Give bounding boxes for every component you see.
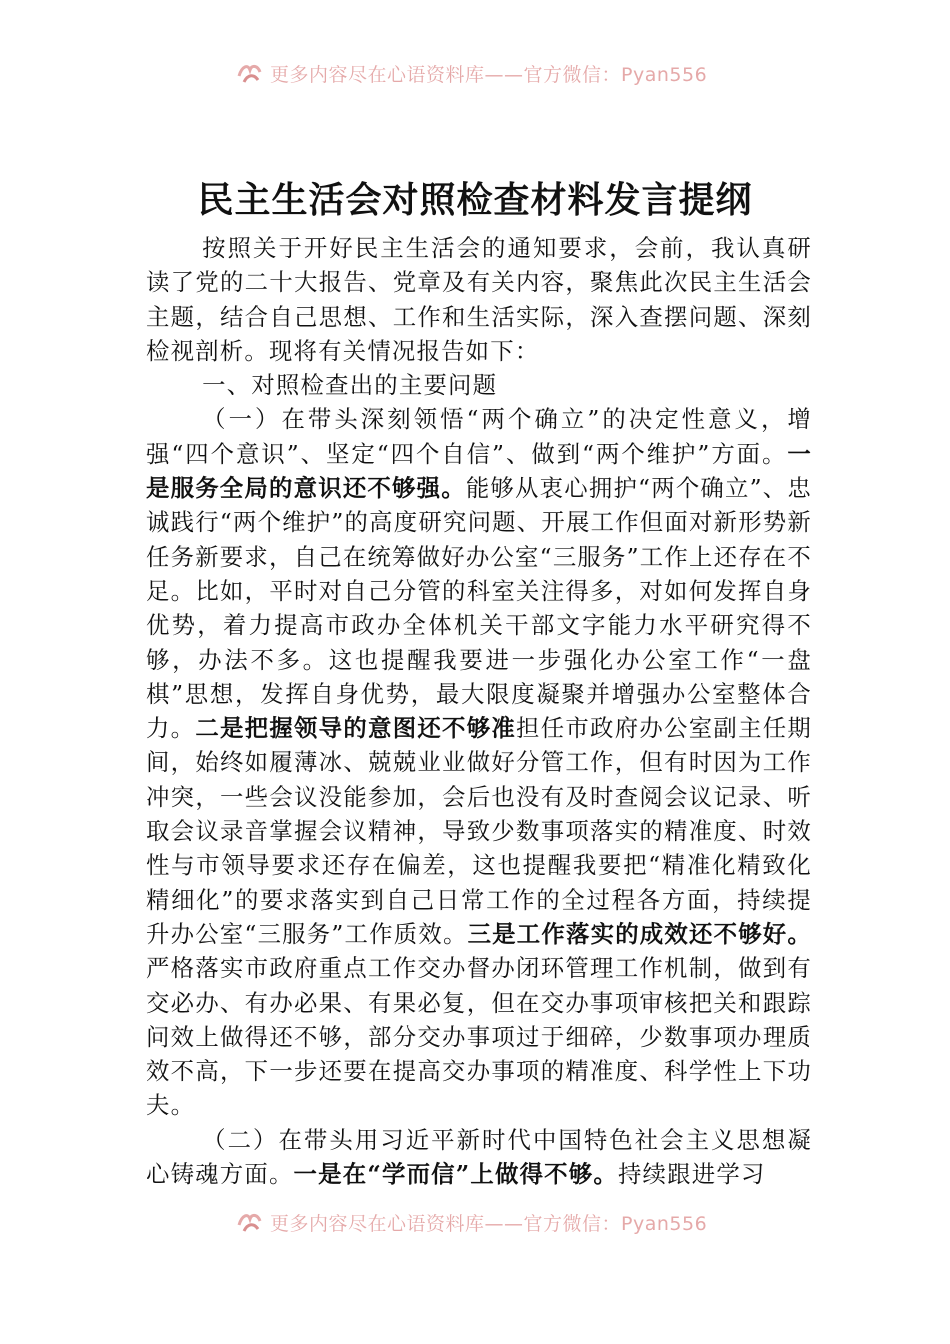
point-3-heading: 三是工作落实的成效还不够好。	[467, 919, 812, 948]
point-2-heading: 二是把握领导的意图还不够准	[195, 714, 517, 743]
sub2-point-1-text: 持续跟进学习	[617, 1160, 766, 1189]
document-body	[146, 231, 812, 1191]
section-heading: 一、对照检查出的主要问题	[202, 371, 498, 400]
point-1-heading: 一是服务全局的意识还不够强。	[146, 439, 812, 503]
watermark-footer	[236, 1207, 707, 1237]
subsection-2-paragraph	[146, 1123, 812, 1192]
logo-mark-icon	[236, 62, 264, 84]
sub2-point-1-heading: 一是在“学而信”上做得不够。	[293, 1160, 618, 1189]
subsection-1-lead: （一）在带头深刻领悟“两个确立”的决定性意义，增强“四个意识”、坚定“四个自信”、做到“两个维护”方面。	[146, 405, 812, 468]
point-3-text: 严格落实市政府重点工作交办督办闭环管理工作机制，做到有交必办、有办必果、有果必复，但在交办事项审核把关和跟踪问效上做得还不够，部分交办事项过于细碎，少数事项办理质效不高，下一步还要在提高交办事项的精准度、科学性上下功夫。	[146, 954, 812, 1120]
point-1-text: 能够从衷心拥护“两个确立”、忠诚践行“两个维护”的高度研究问题、开展工作但面对新形势新任务新要求，自己在统筹做好办公室“三服务”工作上还存在不足。比如，平时对自己分管的科室关注得多，对如何发挥自身优势，着力提高市政办全体机关干部文字能力水平研究得不够，办法不多。这也提醒我要进一步强化办公室工作“一盘棋”思想，发挥自身优势，最大限度凝聚并增强办公室整体合力。	[146, 474, 812, 743]
watermark-text: 更多内容尽在心语资料库——官方微信：Pyan556	[270, 1212, 708, 1235]
subsection-2-lead: （二）在带头用习近平新时代中国特色社会主义思想凝心铸魂方面。	[146, 1125, 812, 1189]
subsection-1-paragraph	[146, 402, 812, 1122]
point-2-text: 担任市政府办公室副主任期间，始终如履薄冰、兢兢业业做好分管工作，但有时因为工作冲突，一些会议没能参加，会后也没有及时查阅会议记录、听取会议录音掌握会议精神，导致少数事项落实的精准度、时效性与市领导要求还存在偏差，这也提醒我要把“精准化精致化精细化”的要求落实到自己日常工作的全过程各方面，持续提升办公室“三服务”工作质效。	[146, 714, 812, 948]
page-title: 民主生活会对照检查材料发言提纲	[197, 179, 753, 221]
logo-mark-icon	[236, 1211, 264, 1233]
watermark-text: 更多内容尽在心语资料库——官方微信：Pyan556	[270, 63, 708, 86]
intro-paragraph: 按照关于开好民主生活会的通知要求，会前，我认真研读了党的二十大报告、党章及有关内容，聚焦此次民主生活会主题，结合自己思想、工作和生活实际，深入查摆问题、深刻检视剖析。现将有关情况报告如下：	[146, 234, 812, 365]
watermark-header	[236, 58, 707, 88]
